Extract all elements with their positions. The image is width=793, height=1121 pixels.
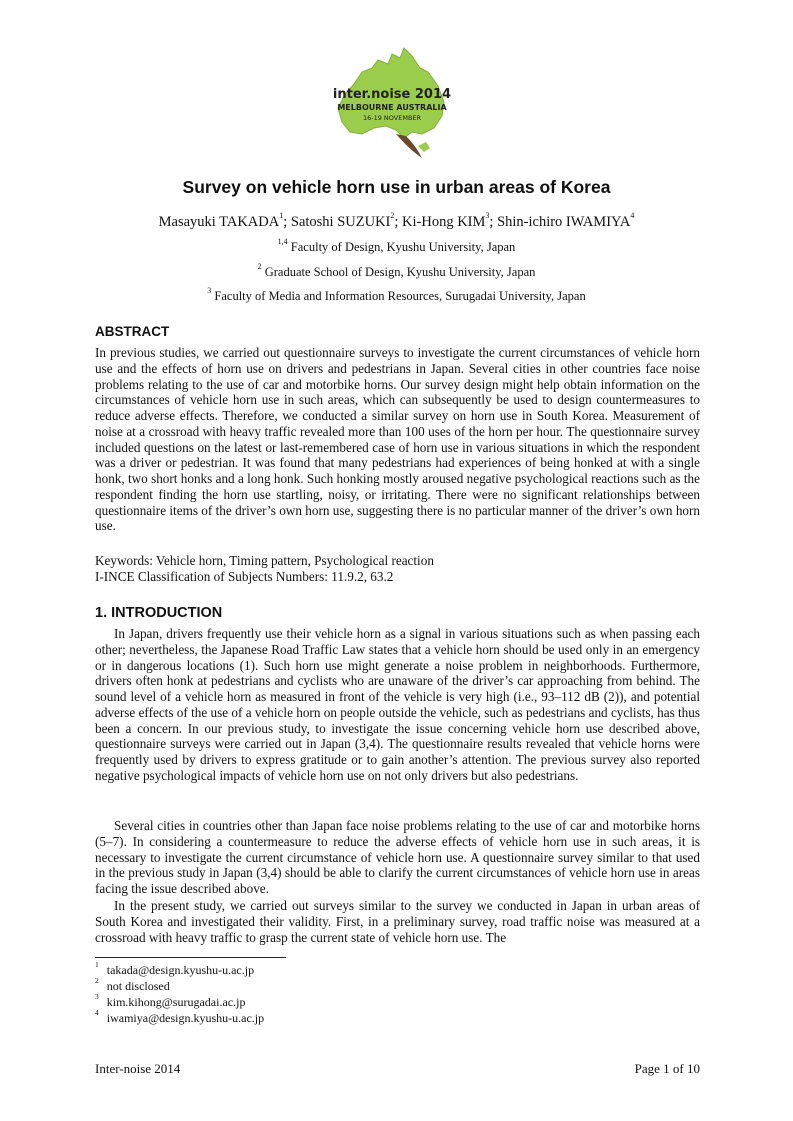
logo-line1: inter.noise 2014 <box>332 87 452 102</box>
author-separator: ; <box>489 214 498 230</box>
affiliation-sup: 1,4 <box>277 236 288 246</box>
affiliation <box>0 236 793 255</box>
keywords: Keywords: Vehicle horn, Timing pattern, Psychological reaction <box>95 553 434 568</box>
footnote <box>95 994 245 1010</box>
author-name: Satoshi SUZUKI <box>290 214 391 230</box>
footer-conference: Inter-noise 2014 <box>95 1061 181 1076</box>
author-separator: ; <box>394 214 403 230</box>
affiliation-sup: 3 <box>207 285 212 295</box>
affiliation-text: Faculty of Media and Information Resources, Surugadai University, Japan <box>214 289 586 303</box>
affiliation-sup: 2 <box>257 261 262 271</box>
intro-paragraph: In Japan, drivers frequently use their vehicle horn as a signal in various situations such as when passing each other; nevertheless, the Japanese Road Traffic Law states that a vehicle horn should be used only in an emergency or in dangerous locations (1). Such horn use might generate a noise problem in neighborhoods. Furthermore, drivers often honk at pedestrians and cyclists who are unaware of the driver’s car approaching from behind. The sound level of a vehicle horn as measured in front of the vehicle is very high (i.e., 93–112 dB (2)), and potential adverse effects of the use of a vehicle horn on people outside the vehicle, such as pedestrians and cyclists, has thus been a concern. In our previous study, to investigate the issue concerning vehicle horn use described above, questionnaire surveys were carried out in Japan (3,4). The questionnaire results revealed that vehicle horns were frequently used by drivers to express gratitude or to gain another’s attention. The previous survey also reported negative psychological impacts of vehicle horn use on not only drivers but also pedestrians. <box>95 626 700 783</box>
page-number: Page 1 of 10 <box>634 1061 700 1076</box>
footnote <box>95 962 254 978</box>
author-separator: ; <box>283 214 291 230</box>
footnote-sup: 3 <box>95 992 99 1001</box>
author-sup: 2 <box>390 211 395 221</box>
affiliation-text: Graduate School of Design, Kyushu University, Japan <box>264 265 536 279</box>
author-name: Masayuki TAKADA <box>158 214 280 230</box>
section-heading: 1. INTRODUCTION <box>95 605 223 621</box>
classification: I-INCE Classification of Subjects Numbers: 11.9.2, 63.2 <box>95 569 394 584</box>
intro-paragraph: In the present study, we carried out surveys similar to the survey we conducted in Japan in urban areas of South Korea and investigated their validity. First, in a preliminary survey, road traffic noise was measured at a crossroad with heavy traffic to grasp the current state of vehicle horn use. The <box>95 898 700 945</box>
affiliation-text: Faculty of Design, Kyushu University, Japan <box>290 240 516 254</box>
author-sup: 4 <box>630 211 635 221</box>
footnote-sup: 2 <box>95 976 99 985</box>
logo-line3: 16-19 NOVEMBER <box>362 114 422 122</box>
paper-title: Survey on vehicle horn use in urban areas of Korea <box>182 177 611 197</box>
author-sup: 1 <box>279 211 284 221</box>
abstract-heading: ABSTRACT <box>95 324 170 339</box>
author-sup: 3 <box>485 211 490 221</box>
author-list <box>0 211 793 231</box>
logo-line2: MELBOURNE AUSTRALIA <box>337 103 447 112</box>
conference-logo <box>326 42 458 168</box>
intro-paragraph: Several cities in countries other than Japan face noise problems relating to the use of car and motorbike horns (5–7). In considering a countermeasure to reduce the adverse effects of vehicle horn use in such areas, it is necessary to investigate the current circumstance of vehicle horn use. A questionnaire survey similar to that used in the previous study in Japan (3,4) should be able to clarify the current circumstances of vehicle horn use in areas facing the issue described above. <box>95 818 700 896</box>
abstract-text: In previous studies, we carried out questionnaire surveys to investigate the current circumstances of vehicle horn use and the effects of horn use on drivers and pedestrians in Japan. Several cities in other countries face noise problems relating to the use of car and motorbike horns. Our survey design might help obtain information on the circumstances of vehicle horn use in such areas, which can subsequently be used to design countermeasures to reduce adverse effects. Therefore, we conducted a similar survey on horn use in South Korea. Measurement of noise at a crossroad with heavy traffic revealed more than 100 uses of the horn per hour. The questionnaire survey included questions on the latest or last-remembered case of horn use in various situations in which the respondent was a driver or pedestrian. It was found that many pedestrians had experiences of being honked at with a single honk, two short honks and a long honk. Such honking mostly aroused negative psychological reactions such as the respondent finding the horn use startling, noisy, or irritating. There were no significant relationships between questionnaire items of the driver’s own horn use, suggesting there is no particular manner of the driver’s own horn use. <box>95 345 700 534</box>
affiliation <box>0 261 793 280</box>
author-name: Ki-Hong KIM <box>402 214 486 230</box>
footnote-rule <box>95 957 286 958</box>
footnote-text: kim.kihong@surugadai.ac.jp <box>106 995 246 1009</box>
footnote-text: takada@design.kyushu-u.ac.jp <box>106 963 255 977</box>
footnote-sup: 4 <box>95 1008 99 1017</box>
footnote-text: not disclosed <box>106 979 170 993</box>
footnote <box>95 1010 264 1026</box>
affiliation <box>0 285 793 304</box>
footnote-sup: 1 <box>95 960 99 969</box>
author-name: Shin-ichiro IWAMIYA <box>497 214 631 230</box>
footnote <box>95 978 170 994</box>
footnote-text: iwamiya@design.kyushu-u.ac.jp <box>106 1011 265 1025</box>
australia-map-logo <box>326 42 458 168</box>
